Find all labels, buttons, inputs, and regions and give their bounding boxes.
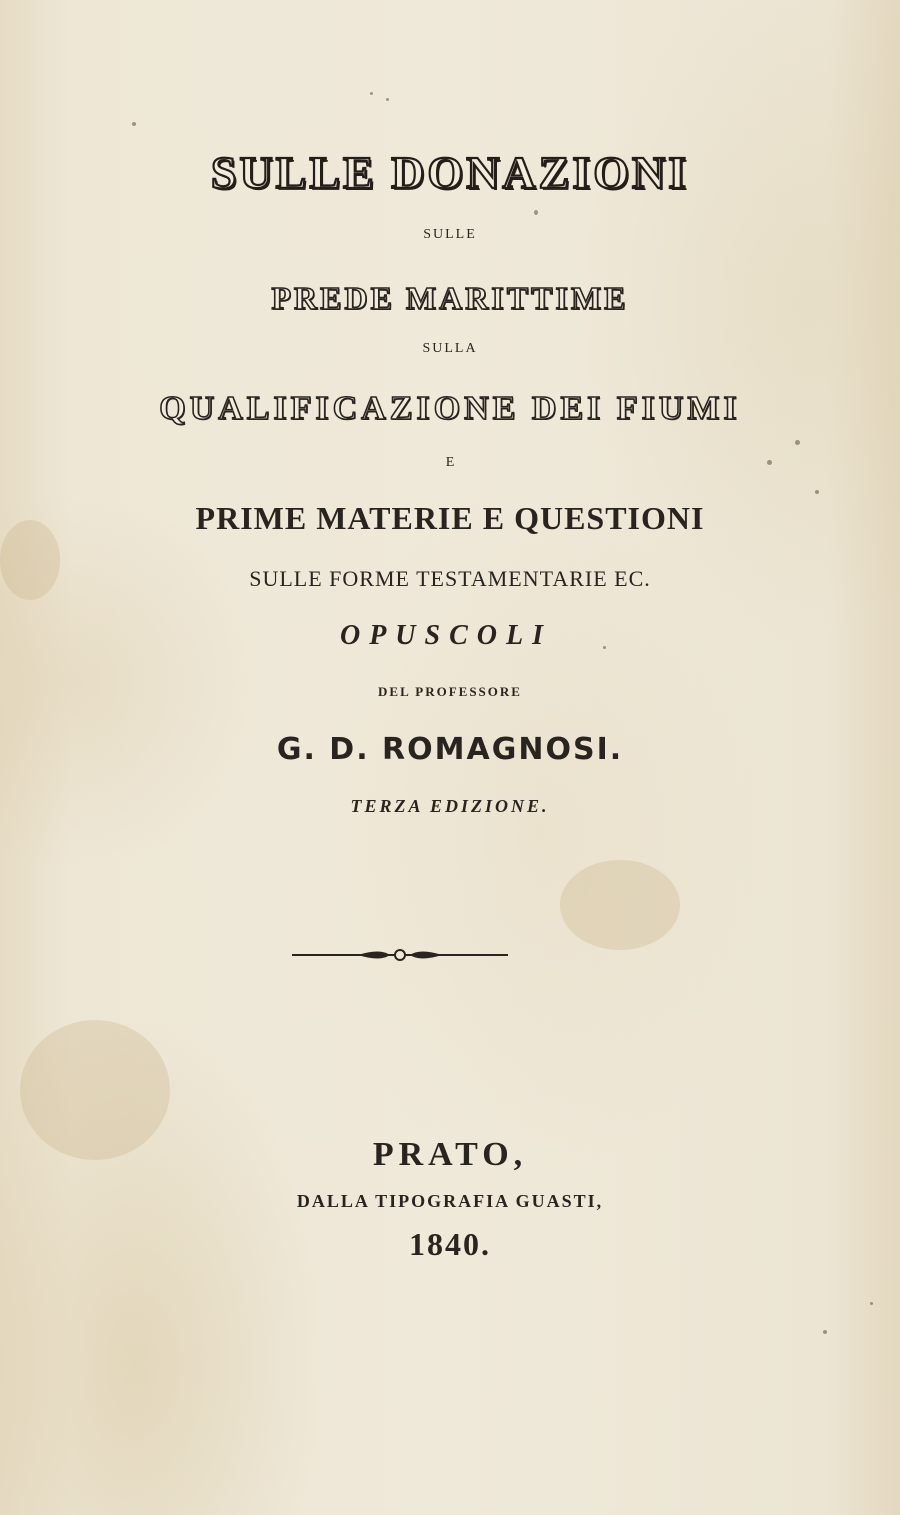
imprint-place: PRATO, [372,1136,528,1173]
ornamental-rule-icon [290,940,510,970]
subtitle-forme-testamentarie: SULLE FORME TESTAMENTARIE EC. [249,566,651,591]
paper-speck [795,440,800,445]
subtitle-qualificazione: QUALIFICAZIONE DEI FIUMI [159,390,741,427]
edition: TERZA EDIZIONE. [350,796,550,816]
author-name: G. D. ROMAGNOSI. [276,732,624,767]
subtitle-prede-marittime: PREDE MARITTIME [271,280,629,316]
paper-speck [370,92,373,95]
imprint-year: 1840. [409,1226,491,1262]
subtitle-connector-sulle: SULLE [423,227,477,242]
paper-speck [815,490,819,494]
title-heading: SULLE DONAZIONI [210,147,690,198]
author-prefix: DEL PROFESSORE [378,684,522,699]
paper-speck [386,98,389,101]
paper-speck [132,122,136,126]
subtitle-connector-sulla: SULLA [422,341,478,356]
work-type: OPUSCOLI [339,620,552,651]
subtitle-connector-e: E [445,455,455,470]
imprint-printer: DALLA TIPOGRAFIA GUASTI, [296,1191,604,1211]
paper-speck [534,210,538,215]
paper-speck [870,1302,873,1305]
subtitle-prime-materie: PRIME MATERIE E QUESTIONI [195,500,705,536]
paper-stain [560,860,680,950]
paper-speck [823,1330,827,1334]
